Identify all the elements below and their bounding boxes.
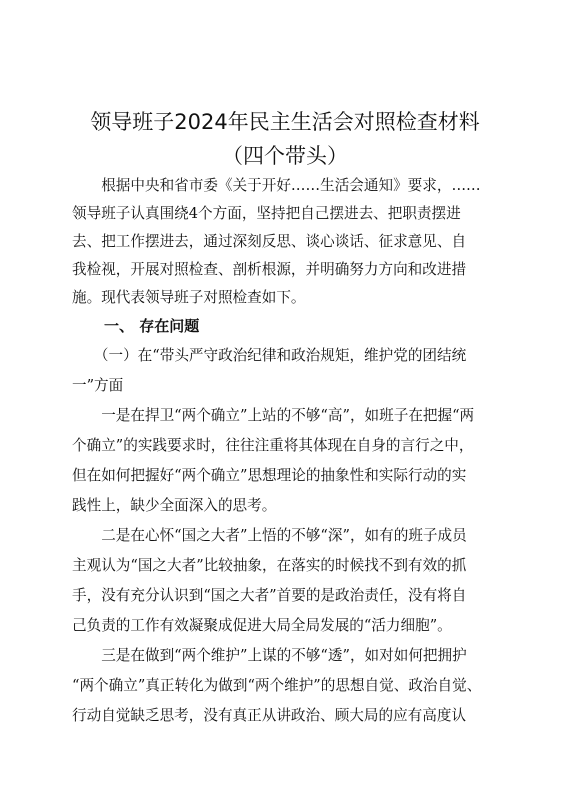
paragraph-line: 一”方面 [72,377,124,394]
paragraph-line: （一）在“带头严守政治纪律和政治规矩，维护党的团结统 [72,347,467,364]
paragraph-line: 践性上，缺少全面深入的思考。 [72,497,277,514]
paragraph-line: “两个确立”真正转化为做到“两个维护”的思想自觉、政治自觉、 [72,677,482,694]
paragraph-line: 个确立”的实践要求时，往往注重将其体现在自身的言行之中， [72,437,474,454]
paragraph-line: 二是在心怀“国之大者”上悟的不够“深”，如有的班子成员 [72,527,467,544]
paragraph-line: 一是在捍卫“两个确立”上站的不够“高”，如班子在把握“两 [72,407,475,424]
paragraph-line: 施。现代表领导班子对照检查如下。 [72,289,306,306]
paragraph-line: 去、把工作摆进去，通过深刻反思、谈心谈话、征求意见、自 [72,233,467,250]
paragraph-line: 但在如何把握好“两个确立”思想理论的抽象性和实际行动的实 [72,467,467,484]
paragraph-line: 根据中央和省市委《关于开好……生活会通知》要求，…… [72,177,481,194]
paragraph-line: 己负责的工作有效凝聚成促进大局全局发展的“活力细胞”。 [72,617,452,634]
document-subtitle: （四个带头） [222,144,348,168]
section-heading: 一、 存在问题 [104,317,200,335]
paragraph-line: 三是在做到“两个维护”上谋的不够“透”，如对如何把拥护 [72,647,467,664]
document-title: 领导班子2024年民主生活会对照检查材料 [90,110,480,134]
paragraph-line: 手，没有充分认识到“国之大者”首要的是政治责任，没有将自 [72,587,467,604]
paragraph-line: 我检视，开展对照检查、剖析根源，并明确努力方向和改进措 [72,261,467,278]
paragraph-line: 行动自觉缺乏思考，没有真正从讲政治、顾大局的应有高度认 [72,707,467,724]
paragraph-line: 领导班子认真围绕4个方面，坚持把自己摆进去、把职责摆进 [72,205,461,222]
paragraph-line: 主观认为“国之大者”比较抽象，在落实的时候找不到有效的抓 [72,557,467,574]
